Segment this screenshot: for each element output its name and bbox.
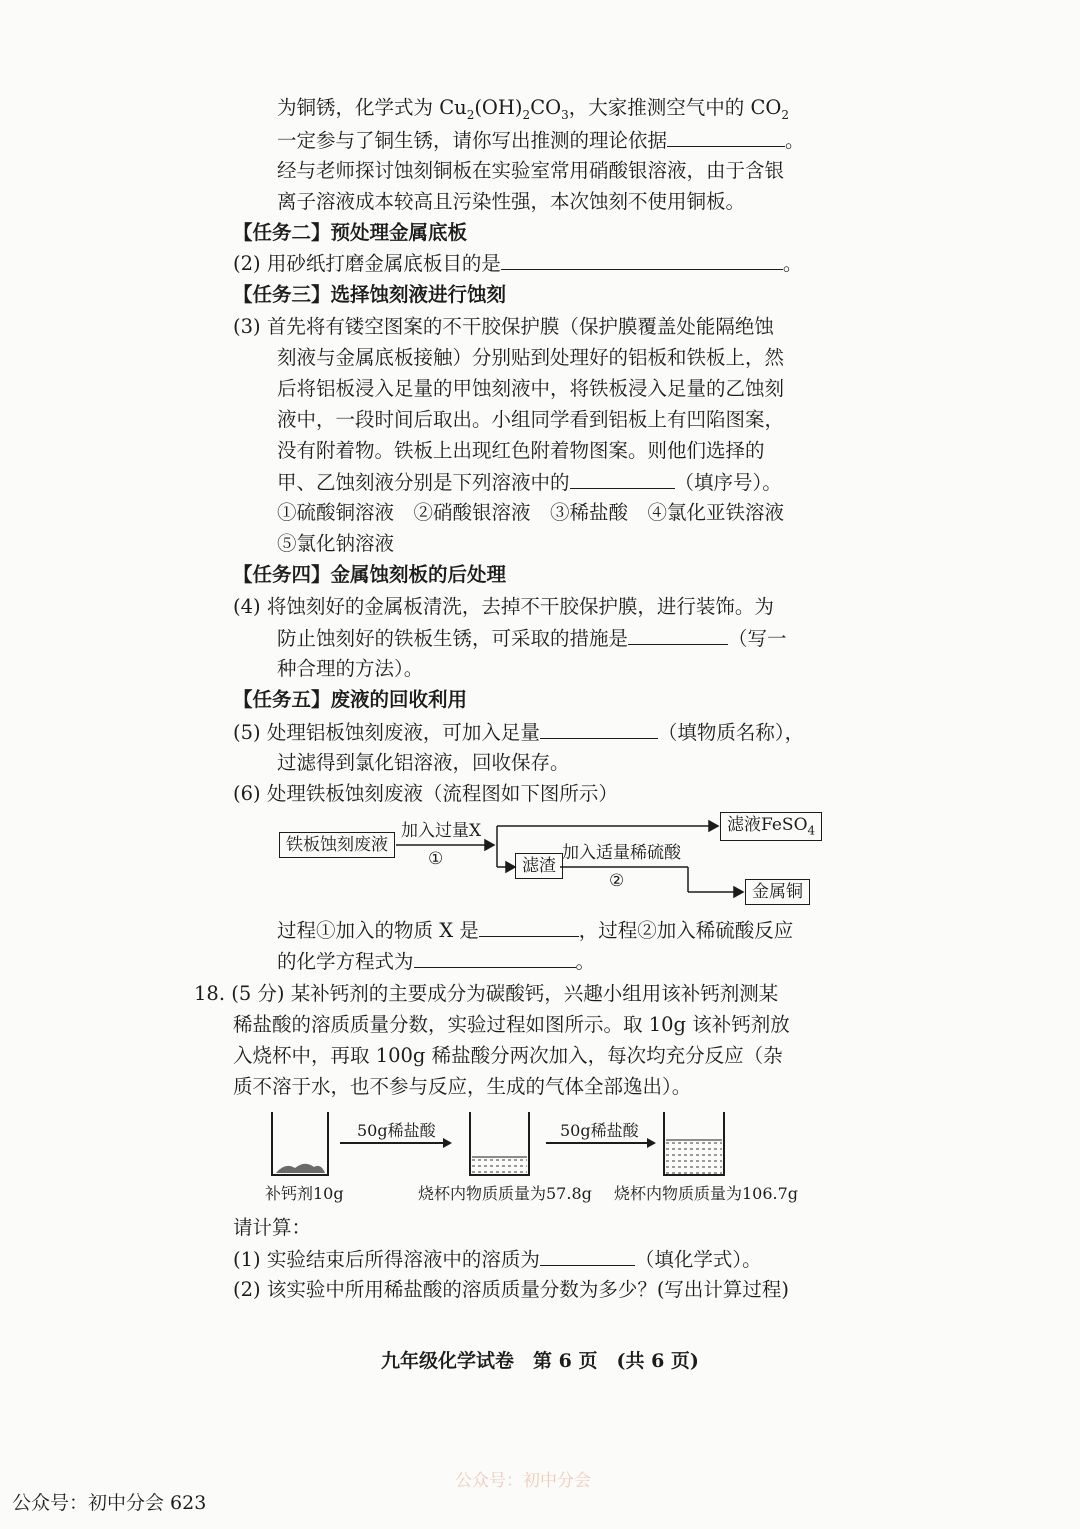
task5-heading: 【任务五】废液的回收利用 xyxy=(233,688,468,711)
subscript: 2 xyxy=(466,107,475,122)
subscript: 3 xyxy=(561,107,569,122)
arrowhead xyxy=(647,1138,656,1148)
task4-heading: 【任务四】金属蚀刻板的后处理 xyxy=(233,563,507,586)
task5-q5-line2: 过滤得到氯化铝溶液，回收保存。 xyxy=(277,751,570,774)
para1-line4: 离子溶液成本较高且污染性强，本次蚀刻不使用铜板。 xyxy=(277,190,746,213)
text: 。 xyxy=(782,252,803,275)
subscript: 4 xyxy=(807,823,816,838)
calc-q1 xyxy=(233,1247,762,1271)
page-footer: 九年级化学试卷 第 6 页 (共 6 页) xyxy=(381,1350,699,1372)
task3-q3-line1: (3) 首先将有镂空图案的不干胶保护膜（保护膜覆盖处能隔绝蚀 xyxy=(233,315,774,338)
flow-step2-label: 加入适量稀硫酸 xyxy=(562,843,681,863)
subscript: 2 xyxy=(522,107,531,122)
task3-q3-line3: 后将铝板浸入足量的甲蚀刻液中，将铁板浸入足量的乙蚀刻 xyxy=(277,377,785,400)
calc-q2: (2) 该实验中所用稀盐酸的溶质质量分数为多少？(写出计算过程) xyxy=(233,1278,790,1301)
text: ，过程②加入稀硫酸反应 xyxy=(578,919,794,942)
task4-q4-line1: (4) 将蚀刻好的金属板清洗，去掉不干胶保护膜，进行装饰。为 xyxy=(233,595,774,618)
q18-line3: 入烧杯中，再取 100g 稀盐酸分两次加入，每次均充分反应（杂 xyxy=(233,1044,783,1067)
arrowhead xyxy=(734,887,743,897)
flow-box-waste: 铁板蚀刻废液 xyxy=(279,832,395,858)
task3-q3-line2: 刻液与金属底板接触）分别贴到处理好的铝板和铁板上，然 xyxy=(277,346,785,369)
task3-heading: 【任务三】选择蚀刻液进行蚀刻 xyxy=(233,283,507,306)
flow-step1-label: 加入过量X xyxy=(401,821,482,841)
text: 。 xyxy=(785,129,805,152)
text: （填化学式）。 xyxy=(634,1248,762,1271)
text: ，大家推测空气中的 CO xyxy=(568,96,782,119)
text: 滤液FeSO xyxy=(727,815,808,835)
text: 过程①加入的物质 X 是 xyxy=(277,919,479,942)
text: （填序号）。 xyxy=(674,471,782,494)
answer-blank[interactable] xyxy=(540,1247,635,1266)
task3-q3-line4: 液中，一段时间后取出。小组同学看到铝板上有凹陷图案， xyxy=(277,408,785,431)
task5-q6-line1: (6) 处理铁板蚀刻废液（流程图如下图所示） xyxy=(233,782,618,805)
task3-options-line1: ①硫酸铜溶液 ②硝酸银溶液 ③稀盐酸 ④氯化亚铁溶液 xyxy=(277,501,785,524)
corner-label: 公众号：初中分会 623 xyxy=(12,1492,207,1514)
task4-q4-line3: 种合理的方法）。 xyxy=(277,657,424,680)
beaker3-caption: 烧杯内物质质量为106.7g xyxy=(614,1184,799,1203)
powder xyxy=(276,1164,325,1173)
arrow2-label: 50g稀盐酸 xyxy=(560,1121,639,1140)
text: 为铜锈，化学式为 Cu xyxy=(277,96,467,119)
flow-step2-number: ② xyxy=(609,871,625,891)
text: (1) 实验结束后所得溶液中的溶质为 xyxy=(233,1248,540,1271)
answer-blank[interactable] xyxy=(479,918,579,937)
beaker1-caption: 补钙剂10g xyxy=(265,1184,344,1203)
flow-box-filtrate xyxy=(720,812,822,841)
task5-after-line1 xyxy=(277,918,793,942)
flow-box-copper: 金属铜 xyxy=(745,879,810,905)
arrowhead xyxy=(709,821,718,831)
q18-line2: 稀盐酸的溶质质量分数，实验过程如图所示。取 10g 该补钙剂放 xyxy=(233,1013,790,1036)
task3-options-line2: ⑤氯化钠溶液 xyxy=(277,532,395,555)
arrowhead xyxy=(485,840,494,850)
text: （填物质名称）， xyxy=(657,721,805,744)
arrowhead xyxy=(443,1138,452,1148)
flow-step1-number: ① xyxy=(428,849,444,869)
para1-line3: 经与老师探讨蚀刻铜板在实验室常用硝酸银溶液，由于含银 xyxy=(277,159,785,182)
text: 一定参与了铜生锈，请你写出推测的理论依据 xyxy=(277,129,668,152)
subscript: 2 xyxy=(781,107,789,122)
text: (5) 处理铝板蚀刻废液，可加入足量 xyxy=(233,721,540,744)
text: CO xyxy=(530,96,562,119)
text: 甲、乙蚀刻液分别是下列溶液中的 xyxy=(277,471,570,494)
arrow1-label: 50g稀盐酸 xyxy=(357,1121,436,1140)
task3-q3-line5: 没有附着物。铁板上出现红色附着物图案。则他们选择的 xyxy=(277,439,765,462)
text: 防止蚀刻好的铁板生锈，可采取的措施是 xyxy=(277,627,629,650)
task5-after-line2 xyxy=(277,949,595,973)
text: (OH) xyxy=(474,96,523,119)
flow-box-residue: 滤渣 xyxy=(515,853,563,879)
arrowhead xyxy=(506,862,515,872)
answer-blank[interactable] xyxy=(414,949,576,968)
beaker2-caption: 烧杯内物质质量为57.8g xyxy=(418,1184,592,1203)
calc-intro: 请计算： xyxy=(233,1216,312,1239)
text: 的化学方程式为 xyxy=(277,950,414,973)
watermark: 公众号：初中分会 xyxy=(455,1471,591,1491)
text: (2) 用砂纸打磨金属底板目的是 xyxy=(233,252,501,275)
q18-line4: 质不溶于水，也不参与反应，生成的气体全部逸出）。 xyxy=(233,1075,692,1098)
text: 。 xyxy=(575,950,596,973)
text: （写一 xyxy=(728,627,787,650)
task2-heading: 【任务二】预处理金属底板 xyxy=(233,221,468,244)
q18-line1: 18. (5 分) 某补钙剂的主要成分为碳酸钙，兴趣小组用该补钙剂测某 xyxy=(194,982,779,1005)
